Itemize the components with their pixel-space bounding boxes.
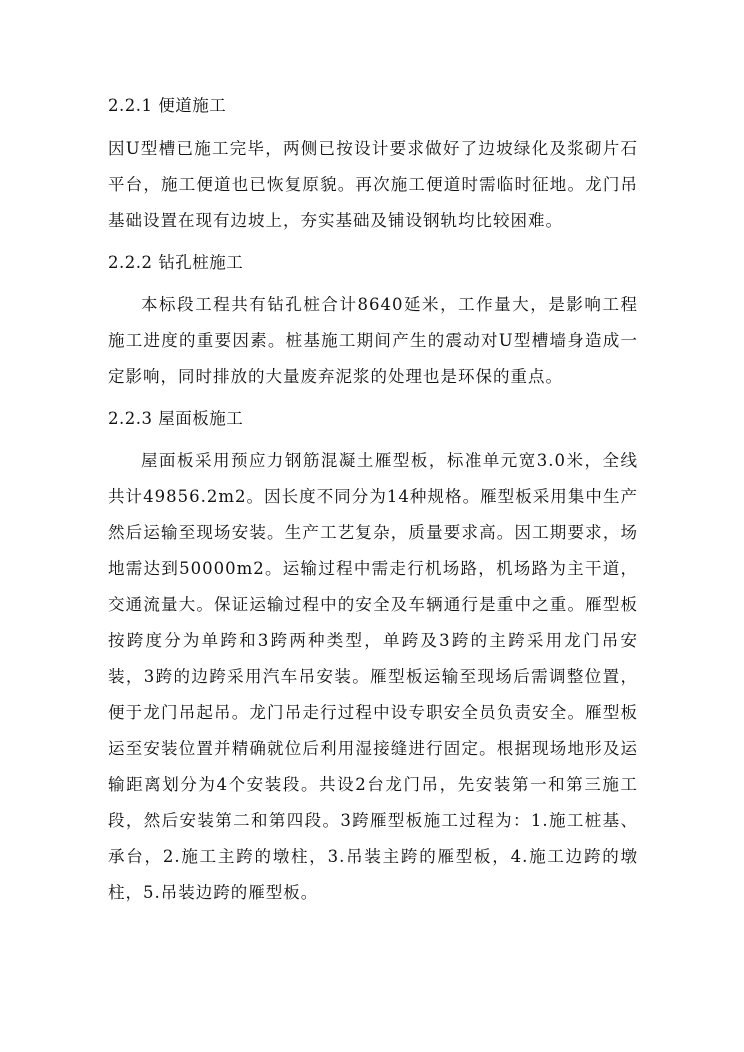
section-paragraph-2-2-1: 因U型槽已施工完毕，两侧已按设计要求做好了边坡绿化及浆砌片石平台，施工便道也已恢复原貌。再次施工便道时需临时征地。龙门吊基础设置在现有边坡上，夯实基础及铺设钢轨均比较困难。 [108,139,638,230]
section-heading-2-2-2: 2.2.2 钻孔桩施工 [108,253,244,272]
section-paragraph-2-2-3: 屋面板采用预应力钢筋混凝土雁型板，标准单元宽3.0米，全线共计49856.2m2。因长度不同分为14种规格。雁型板采用集中生产然后运输至现场安装。生产工艺复杂，质量要求高。因工期要求，场地需达到50000m2。运输过程中需走行机场路，机场路为主干道，交通流量大。保证运输过程中的安全及车辆通行是重中之重。雁型板按跨度分为单跨和3跨两种类型，单跨及3跨的主跨采用龙门吊安装，3跨的边跨采用汽车吊安装。雁型板运输至现场后需调整位置，便于龙门吊起吊。龙门吊走行过程中设专职安全员负责安全。雁型板运至安装位置并精确就位后利用湿接缝进行固定。根据现场地形及运输距离划分为4个安装段。共设2台龙门吊，先安装第一和第三施工段，然后安装第二和第四段。3跨雁型板施工过程为：1.施工桩基、承台，2.施工主跨的墩柱，3.吊装主跨的雁型板，4.施工边跨的墩柱，5.吊装边跨的雁型板。 [108,451,638,902]
section-paragraph-2-2-2: 本标段工程共有钻孔桩合计8640延米，工作量大，是影响工程施工进度的重要因素。桩基施工期间产生的震动对U型槽墙身造成一定影响，同时排放的大量废弃泥浆的处理也是环保的重点。 [108,295,638,386]
section-heading-2-2-3: 2.2.3 屋面板施工 [108,409,244,428]
section-heading-2-2-1: 2.2.1 便道施工 [108,96,227,115]
